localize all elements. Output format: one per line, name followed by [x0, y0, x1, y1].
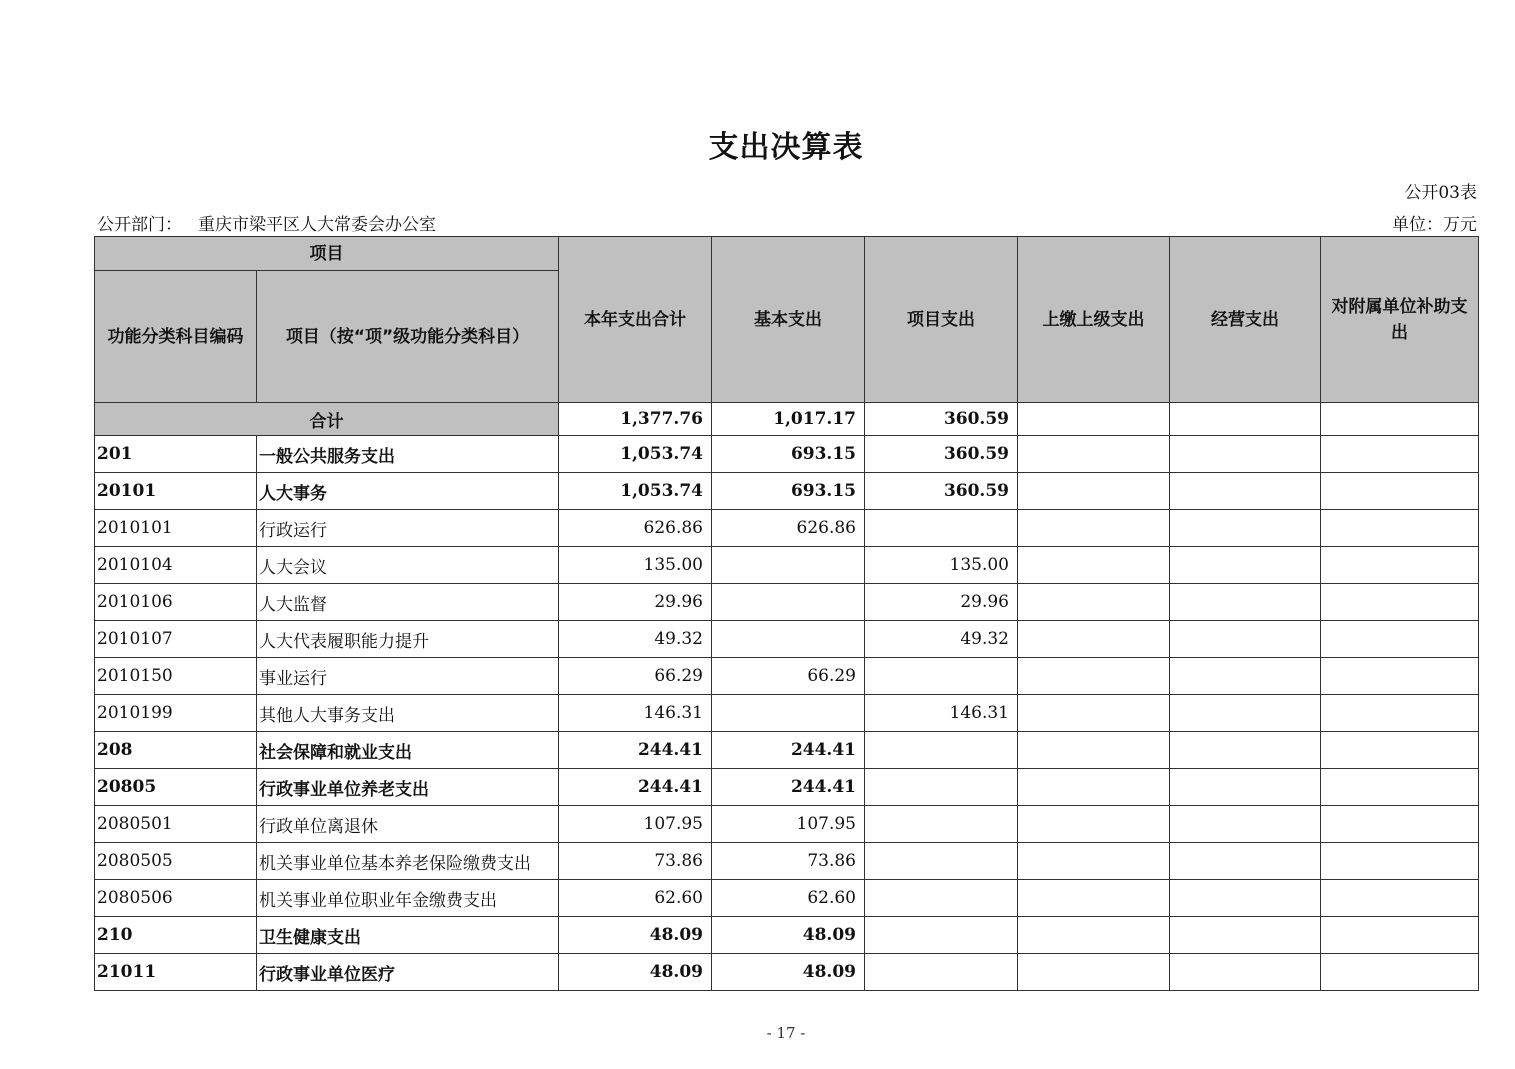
- row-project: [865, 843, 1018, 880]
- table-row: [95, 621, 1479, 658]
- expenditure-table: [94, 236, 1479, 991]
- total-cell-subsidy: [1321, 403, 1479, 436]
- row-code: 20805: [95, 769, 257, 806]
- unit-label: 单位：万元: [1392, 215, 1477, 235]
- row-business: [1170, 806, 1321, 843]
- row-basic: 62.60: [712, 880, 865, 917]
- row-name: 一般公共服务支出: [257, 436, 559, 473]
- department-value: 重庆市梁平区人大常委会办公室: [198, 215, 436, 235]
- row-code: 208: [95, 732, 257, 769]
- row-subsidy: [1321, 769, 1479, 806]
- header-project-group: 项目: [95, 237, 559, 271]
- row-total: 48.09: [559, 917, 712, 954]
- header-code: 功能分类科目编码: [95, 271, 257, 403]
- row-code: 201: [95, 436, 257, 473]
- table-row: [95, 473, 1479, 510]
- row-subsidy: [1321, 658, 1479, 695]
- row-code: 2010101: [95, 510, 257, 547]
- row-project: [865, 510, 1018, 547]
- row-total: 62.60: [559, 880, 712, 917]
- row-upper: [1018, 436, 1170, 473]
- row-name: 机关事业单位基本养老保险缴费支出: [257, 843, 559, 880]
- row-subsidy: [1321, 547, 1479, 584]
- row-total: 626.86: [559, 510, 712, 547]
- row-total: 66.29: [559, 658, 712, 695]
- row-name: 机关事业单位职业年金缴费支出: [257, 880, 559, 917]
- row-total: 146.31: [559, 695, 712, 732]
- row-upper: [1018, 510, 1170, 547]
- row-code: 2080505: [95, 843, 257, 880]
- row-project: 135.00: [865, 547, 1018, 584]
- row-project: [865, 732, 1018, 769]
- row-project: [865, 769, 1018, 806]
- row-code: 210: [95, 917, 257, 954]
- row-business: [1170, 917, 1321, 954]
- row-business: [1170, 769, 1321, 806]
- total-cell-business: [1170, 403, 1321, 436]
- row-upper: [1018, 473, 1170, 510]
- form-number: 公开03表: [1404, 183, 1477, 203]
- row-basic: [712, 695, 865, 732]
- table-row: [95, 954, 1479, 991]
- header-basic: 基本支出: [712, 237, 865, 403]
- row-business: [1170, 880, 1321, 917]
- row-code: 21011: [95, 954, 257, 991]
- page-number: - 17 -: [766, 1024, 806, 1042]
- row-upper: [1018, 658, 1170, 695]
- header-upper: 上缴上级支出: [1018, 237, 1170, 403]
- table-row: [95, 510, 1479, 547]
- header-business: 经营支出: [1170, 237, 1321, 403]
- row-name: 人大会议: [257, 547, 559, 584]
- header-name: 项目（按“项”级功能分类科目）: [257, 271, 559, 403]
- row-name: 社会保障和就业支出: [257, 732, 559, 769]
- row-name: 行政运行: [257, 510, 559, 547]
- row-subsidy: [1321, 436, 1479, 473]
- row-upper: [1018, 880, 1170, 917]
- department-label: 公开部门：: [97, 215, 182, 235]
- table-row: [95, 436, 1479, 473]
- row-subsidy: [1321, 584, 1479, 621]
- row-total: 107.95: [559, 806, 712, 843]
- row-total: 73.86: [559, 843, 712, 880]
- row-project: 360.59: [865, 436, 1018, 473]
- row-upper: [1018, 547, 1170, 584]
- row-business: [1170, 658, 1321, 695]
- row-total: 48.09: [559, 954, 712, 991]
- page-title: 支出决算表: [708, 130, 864, 165]
- row-upper: [1018, 917, 1170, 954]
- row-subsidy: [1321, 621, 1479, 658]
- row-name: 人大监督: [257, 584, 559, 621]
- row-business: [1170, 843, 1321, 880]
- row-upper: [1018, 584, 1170, 621]
- header-subsidy: 对附属单位补助支出: [1321, 237, 1479, 403]
- row-business: [1170, 436, 1321, 473]
- row-subsidy: [1321, 954, 1479, 991]
- row-business: [1170, 547, 1321, 584]
- table-row: [95, 732, 1479, 769]
- row-business: [1170, 584, 1321, 621]
- table-row: [95, 806, 1479, 843]
- row-total: 244.41: [559, 769, 712, 806]
- row-basic: 66.29: [712, 658, 865, 695]
- row-business: [1170, 695, 1321, 732]
- row-subsidy: [1321, 806, 1479, 843]
- row-basic: 244.41: [712, 732, 865, 769]
- row-basic: 48.09: [712, 917, 865, 954]
- row-business: [1170, 621, 1321, 658]
- total-cell-project: 360.59: [865, 403, 1018, 436]
- row-basic: 693.15: [712, 436, 865, 473]
- table-row: [95, 769, 1479, 806]
- total-row: [95, 403, 1479, 436]
- row-basic: [712, 621, 865, 658]
- row-subsidy: [1321, 510, 1479, 547]
- row-upper: [1018, 621, 1170, 658]
- row-project: [865, 917, 1018, 954]
- row-name: 行政事业单位养老支出: [257, 769, 559, 806]
- row-basic: 626.86: [712, 510, 865, 547]
- total-label: 合计: [95, 403, 559, 436]
- row-total: 49.32: [559, 621, 712, 658]
- table-row: [95, 658, 1479, 695]
- row-basic: 244.41: [712, 769, 865, 806]
- row-project: 29.96: [865, 584, 1018, 621]
- table-body: [95, 403, 1479, 991]
- total-cell-basic: 1,017.17: [712, 403, 865, 436]
- row-basic: 48.09: [712, 954, 865, 991]
- row-basic: [712, 547, 865, 584]
- row-name: 行政单位离退休: [257, 806, 559, 843]
- row-upper: [1018, 806, 1170, 843]
- row-basic: 107.95: [712, 806, 865, 843]
- row-name: 行政事业单位医疗: [257, 954, 559, 991]
- header-total: 本年支出合计: [559, 237, 712, 403]
- total-cell-total: 1,377.76: [559, 403, 712, 436]
- row-code: 2010150: [95, 658, 257, 695]
- row-name: 事业运行: [257, 658, 559, 695]
- table-row: [95, 547, 1479, 584]
- row-business: [1170, 954, 1321, 991]
- row-code: 20101: [95, 473, 257, 510]
- row-total: 244.41: [559, 732, 712, 769]
- row-project: 360.59: [865, 473, 1018, 510]
- table-row: [95, 917, 1479, 954]
- row-basic: 693.15: [712, 473, 865, 510]
- row-code: 2010104: [95, 547, 257, 584]
- row-project: [865, 880, 1018, 917]
- row-total: 1,053.74: [559, 473, 712, 510]
- row-name: 卫生健康支出: [257, 917, 559, 954]
- row-upper: [1018, 843, 1170, 880]
- row-code: 2010199: [95, 695, 257, 732]
- row-upper: [1018, 769, 1170, 806]
- header-project: 项目支出: [865, 237, 1018, 403]
- row-name: 人大事务: [257, 473, 559, 510]
- row-code: 2080506: [95, 880, 257, 917]
- row-subsidy: [1321, 473, 1479, 510]
- row-code: 2080501: [95, 806, 257, 843]
- row-total: 1,053.74: [559, 436, 712, 473]
- row-upper: [1018, 695, 1170, 732]
- row-subsidy: [1321, 917, 1479, 954]
- row-name: 其他人大事务支出: [257, 695, 559, 732]
- row-project: [865, 806, 1018, 843]
- row-upper: [1018, 732, 1170, 769]
- table-header: [95, 237, 1479, 403]
- row-code: 2010106: [95, 584, 257, 621]
- table-row: [95, 584, 1479, 621]
- row-basic: [712, 584, 865, 621]
- row-upper: [1018, 954, 1170, 991]
- row-business: [1170, 510, 1321, 547]
- row-total: 29.96: [559, 584, 712, 621]
- row-business: [1170, 473, 1321, 510]
- row-project: [865, 658, 1018, 695]
- row-basic: 73.86: [712, 843, 865, 880]
- table-row: [95, 880, 1479, 917]
- department-line: [97, 210, 436, 235]
- row-subsidy: [1321, 695, 1479, 732]
- row-subsidy: [1321, 880, 1479, 917]
- row-code: 2010107: [95, 621, 257, 658]
- table-row: [95, 695, 1479, 732]
- total-cell-upper: [1018, 403, 1170, 436]
- row-business: [1170, 732, 1321, 769]
- row-total: 135.00: [559, 547, 712, 584]
- row-name: 人大代表履职能力提升: [257, 621, 559, 658]
- row-subsidy: [1321, 732, 1479, 769]
- row-project: 146.31: [865, 695, 1018, 732]
- row-subsidy: [1321, 843, 1479, 880]
- row-project: 49.32: [865, 621, 1018, 658]
- table-row: [95, 843, 1479, 880]
- row-project: [865, 954, 1018, 991]
